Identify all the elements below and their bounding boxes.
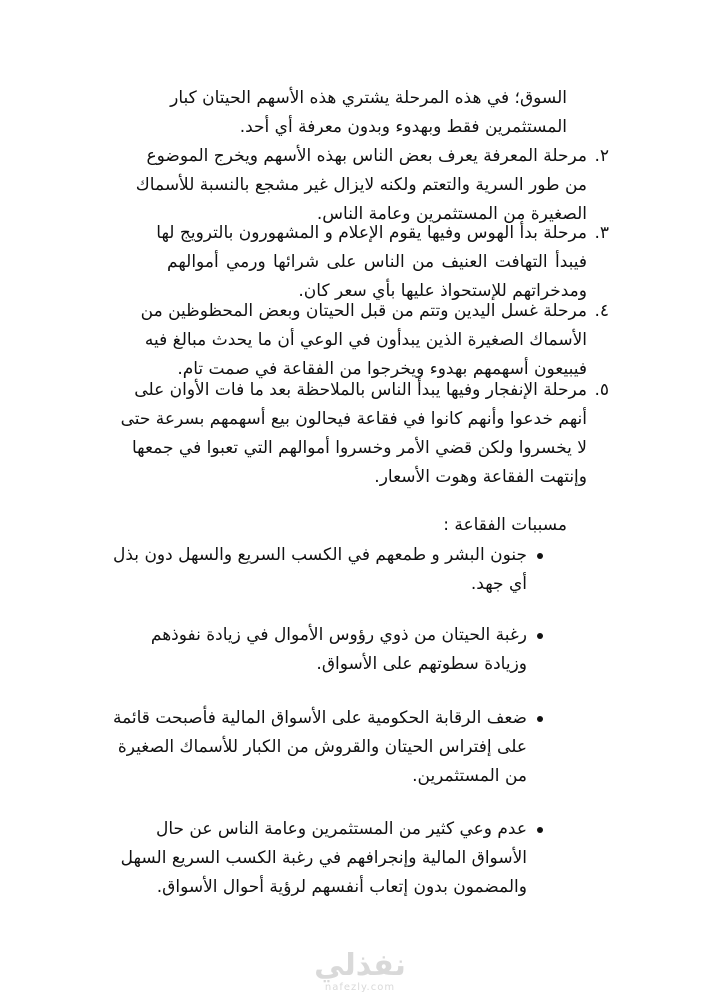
cause-line: والمضمون بدون إتعاب أنفسهم لرؤية أحوال الأسواق. [156, 877, 527, 897]
stage-line: فيبيعون أسهمهم بهدوء ويخرجوا من الفقاعة في صمت تام. [177, 359, 587, 379]
stage-line: مرحلة الإنفجار وفيها يبدأ الناس بالملاحظة بعد ما فات الأوان على [134, 380, 587, 400]
stage-item-3 [156, 219, 609, 306]
cause-line: عدم وعي كثير من المستثمرين وعامة الناس عن حال [155, 819, 527, 839]
intro-line: المستثمرين فقط وبهدوء وبدون معرفة أي أحد. [239, 117, 567, 137]
bullet-icon [537, 827, 543, 833]
cause-line: ضعف الرقابة الحكومية على الأسواق المالية فأصبحت قائمة [112, 708, 527, 728]
cause-line: أي جهد. [470, 574, 527, 594]
watermark-logo [300, 950, 420, 994]
cause-line: الأسواق المالية وإنجرافهم في رغبة الكسب السريع السهل [120, 848, 527, 868]
cause-line: وزيادة سطوتهم على الأسواق. [316, 654, 527, 674]
stage-line: مرحلة بدأ الهوس وفيها يقوم الإعلام و المشهورون بالترويج لها [156, 223, 587, 243]
stage-line: ومدخراتهم للإستحواذ عليها بأي سعر كان. [298, 281, 587, 301]
cause-item-2 [150, 621, 527, 679]
watermark-name: نفذلي [314, 948, 406, 983]
intro-line: السوق؛ في هذه المرحلة يشتري هذه الأسهم الحيتان كبار [170, 88, 567, 108]
stage-line: الأسماك الصغيرة الذين يبدأون في الوعي أن ما يحدث مبالغ فيه [144, 330, 587, 350]
stage-item-5 [120, 376, 609, 492]
cause-line: من المستثمرين. [412, 766, 527, 786]
stage-number: ٢. [594, 146, 609, 166]
stage-line: أنهم خدعوا وأنهم كانوا في فقاعة فيحالون بيع أسهمهم بسرعة حتى [120, 409, 587, 429]
cause-item-3 [112, 704, 527, 791]
causes-heading: مسببات الفقاعة : [443, 515, 567, 535]
watermark-domain: nafezly.com [324, 982, 396, 993]
bullet-icon [537, 716, 543, 722]
cause-item-4 [120, 815, 527, 902]
stage-line: وإنتهت الفقاعة وهوت الأسعار. [374, 467, 587, 487]
stage-line: فيبدأ التهافت العنيف من الناس على شرائها ورمي أموالهم [167, 252, 587, 272]
stage-line: لا يخسروا ولكن قضي الأمر وخسروا أموالهم التي تعبوا في جمعها [131, 438, 587, 458]
bullet-icon [537, 633, 543, 639]
cause-item-1 [113, 541, 527, 599]
cause-line: رغبة الحيتان من ذوي رؤوس الأموال في زيادة نفوذهم [150, 625, 527, 645]
stage-item-2 [135, 142, 609, 229]
stage-line: الصغيرة من المستثمرين وعامة الناس. [316, 204, 587, 224]
stage-number: ٤. [594, 301, 609, 321]
cause-line: جنون البشر و طمعهم في الكسب السريع والسهل دون بذل [113, 545, 527, 565]
stage-item-4 [140, 297, 609, 384]
stage-number: ٣. [594, 223, 609, 243]
stage-line: من طور السرية والتعتم ولكنه لايزال غير مشجع بالنسبة للأسماك [135, 175, 587, 195]
intro-paragraph [170, 84, 567, 142]
stage-line: مرحلة غسل اليدين وتتم من قبل الحيتان وبعض المحظوظين من [140, 301, 587, 321]
stage-number: ٥. [594, 380, 609, 400]
stage-line: مرحلة المعرفة يعرف بعض الناس بهذه الأسهم ويخرج الموضوع [146, 146, 587, 166]
cause-line: على إفتراس الحيتان والقروش من الكبار للأسماك الصغيرة [117, 737, 527, 757]
bullet-icon [537, 553, 543, 559]
